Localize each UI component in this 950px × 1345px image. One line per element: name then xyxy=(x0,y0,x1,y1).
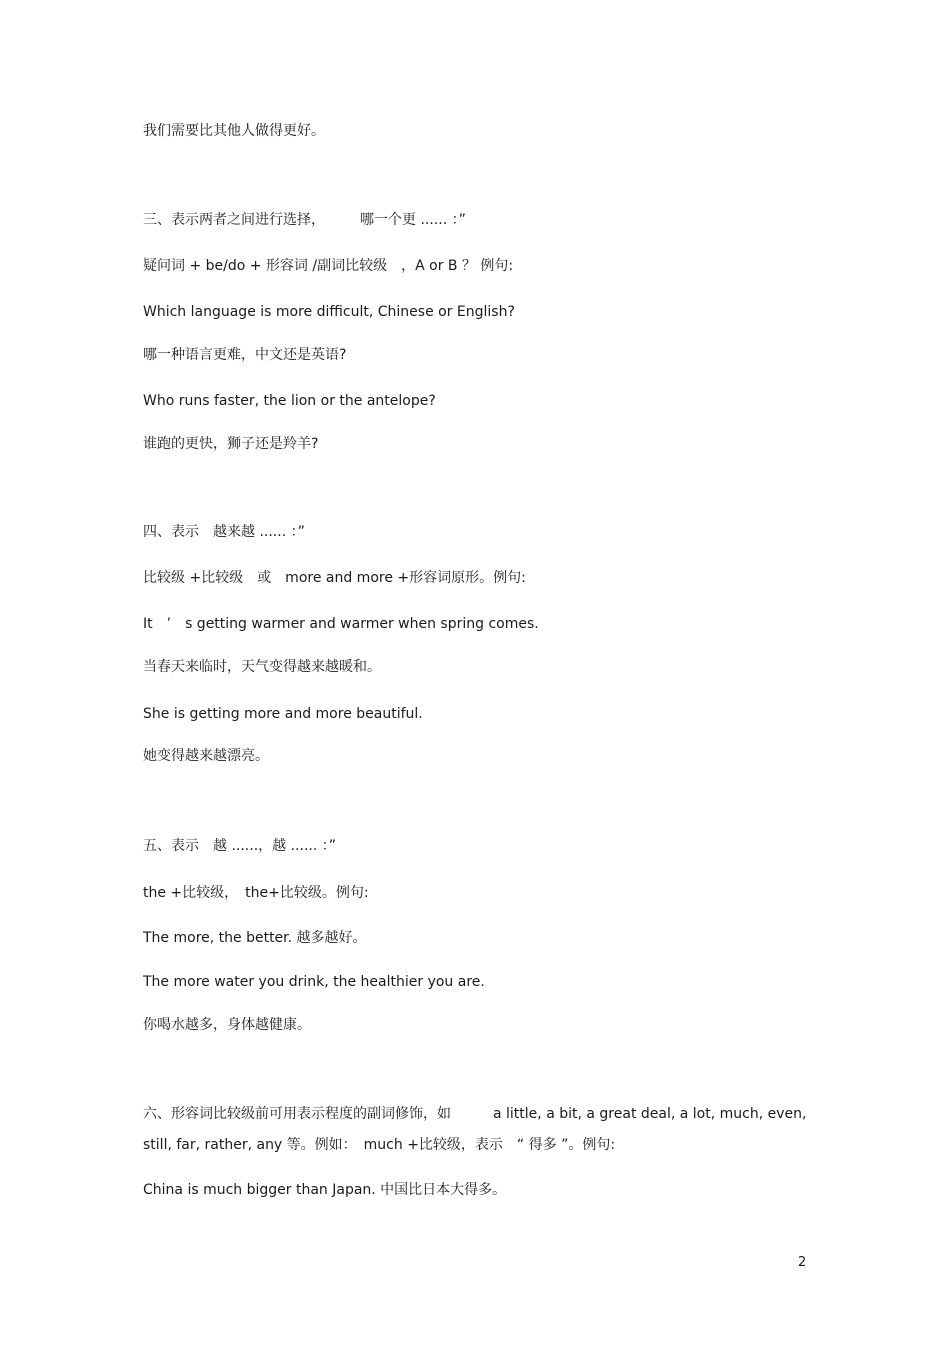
example-sentence: The more water you drink, the healthier you are. xyxy=(143,974,485,990)
section-heading: 五、表示 越 ......，越 ...... ：” xyxy=(143,838,337,854)
example-sentence: China is much bigger than Japan. 中国比日本大得多。 xyxy=(143,1182,507,1198)
example-translation: 你喝水越多，身体越健康。 xyxy=(143,1017,311,1033)
section-heading: 六、形容词比较级前可用表示程度的副词修饰，如 a little, a bit, a great deal, a lot, much, even, xyxy=(143,1106,807,1122)
example-translation: 哪一种语言更难，中文还是英语? xyxy=(143,347,347,363)
section-heading: 四、表示 越来越 ...... ：” xyxy=(143,524,305,540)
example-translation: 谁跑的更快，狮子还是羚羊? xyxy=(143,436,319,452)
section-heading: 三、表示两者之间进行选择， 哪一个更 ...... ：” xyxy=(143,212,466,228)
text-line: the +比较级， the+比较级。例句: xyxy=(143,885,369,901)
example-translation: 她变得越来越漂亮。 xyxy=(143,748,269,764)
example-sentence: It ’ s getting warmer and warmer when spring comes. xyxy=(143,616,539,632)
example-sentence: Which language is more difficult, Chinese or English? xyxy=(143,304,515,320)
example-sentence: She is getting more and more beautiful. xyxy=(143,706,423,722)
text-line: 比较级 +比较级 或 more and more +形容词原形。例句: xyxy=(143,570,526,586)
example-translation: 当春天来临时，天气变得越来越暖和。 xyxy=(143,659,381,675)
example-sentence: The more, the better. 越多越好。 xyxy=(143,930,367,946)
text-line: 我们需要比其他人做得更好。 xyxy=(143,123,325,139)
example-sentence: Who runs faster, the lion or the antelope? xyxy=(143,393,436,409)
text-line: 疑问词 + be/do + 形容词 /副词比较级 ，A or B ？ 例句: xyxy=(143,258,514,274)
text-line: still, far, rather, any 等。例如： much +比较级，表示 “ 得多 ”。例句: xyxy=(143,1137,616,1153)
page-number: 2 xyxy=(798,1255,807,1270)
